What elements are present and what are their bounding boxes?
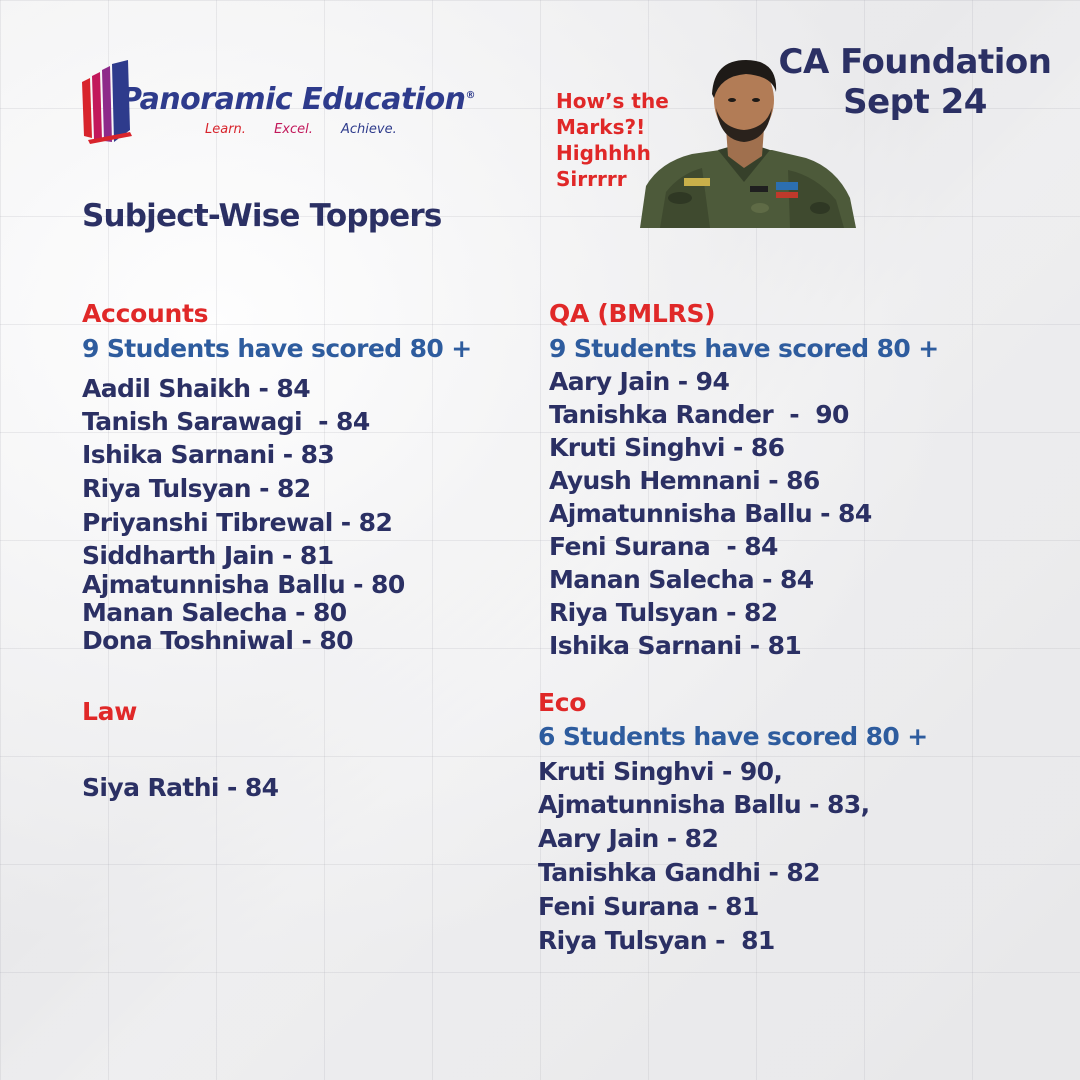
meme-caption-line: Sirrrrr: [556, 167, 627, 191]
brand-name: Panoramic Education®: [120, 82, 476, 117]
registered-mark: ®: [465, 90, 476, 101]
meme-caption-line: Marks?!: [556, 115, 646, 139]
topper-entry: Aary Jain - 94: [549, 367, 730, 396]
topper-entry: Kruti Singhvi - 90,: [538, 757, 783, 786]
topper-entry: Feni Surana - 81: [538, 892, 759, 921]
topper-entry: Priyanshi Tibrewal - 82: [82, 508, 393, 537]
exam-title-line2: Sept 24: [843, 82, 987, 122]
topper-entry: Dona Toshniwal - 80: [82, 626, 353, 655]
topper-entry: Ajmatunnisha Ballu - 83,: [538, 790, 870, 819]
topper-entry: Manan Salecha - 84: [549, 565, 814, 594]
topper-entry: Manan Salecha - 80: [82, 598, 347, 627]
topper-entry: Ishika Sarnani - 81: [549, 631, 802, 660]
subject-title-accounts: Accounts: [82, 299, 209, 328]
topper-entry: Ayush Hemnani - 86: [549, 466, 820, 495]
topper-entry: Siya Rathi - 84: [82, 773, 279, 802]
brand-logo: [80, 60, 510, 144]
subject-title-eco: Eco: [538, 688, 587, 717]
tagline-excel: Excel.: [274, 122, 313, 137]
subject-title-law: Law: [82, 697, 137, 726]
summary-eco: 6 Students have scored 80 +: [538, 722, 928, 751]
topper-entry: Tanishka Rander - 90: [549, 400, 849, 429]
exam-title-line1: CA Foundation: [778, 42, 1052, 82]
topper-entry: Tanishka Gandhi - 82: [538, 858, 820, 887]
topper-entry: Riya Tulsyan - 82: [549, 598, 778, 627]
tagline-learn: Learn.: [205, 122, 246, 137]
summary-accounts: 9 Students have scored 80 +: [82, 334, 472, 363]
topper-entry: Riya Tulsyan - 82: [82, 474, 311, 503]
meme-caption-line: How’s the: [556, 89, 669, 113]
topper-entry: Ajmatunnisha Ballu - 80: [82, 570, 405, 599]
topper-entry: Kruti Singhvi - 86: [549, 433, 785, 462]
subject-title-qa: QA (BMLRS): [549, 299, 716, 328]
brand-tagline: [205, 122, 421, 137]
topper-entry: Tanish Sarawagi - 84: [82, 407, 370, 436]
topper-entry: Aadil Shaikh - 84: [82, 374, 310, 403]
topper-entry: Ajmatunnisha Ballu - 84: [549, 499, 872, 528]
topper-entry: Ishika Sarnani - 83: [82, 440, 335, 469]
meme-caption-line: Highhhh: [556, 141, 651, 165]
exam-title: [760, 42, 1070, 122]
topper-entry: Aary Jain - 82: [538, 824, 719, 853]
topper-entry: Feni Surana - 84: [549, 532, 778, 561]
page-heading: Subject-Wise Toppers: [82, 198, 442, 234]
tagline-achieve: Achieve.: [341, 122, 397, 137]
topper-entry: Riya Tulsyan - 81: [538, 926, 775, 955]
topper-entry: Siddharth Jain - 81: [82, 541, 334, 570]
summary-qa: 9 Students have scored 80 +: [549, 334, 939, 363]
